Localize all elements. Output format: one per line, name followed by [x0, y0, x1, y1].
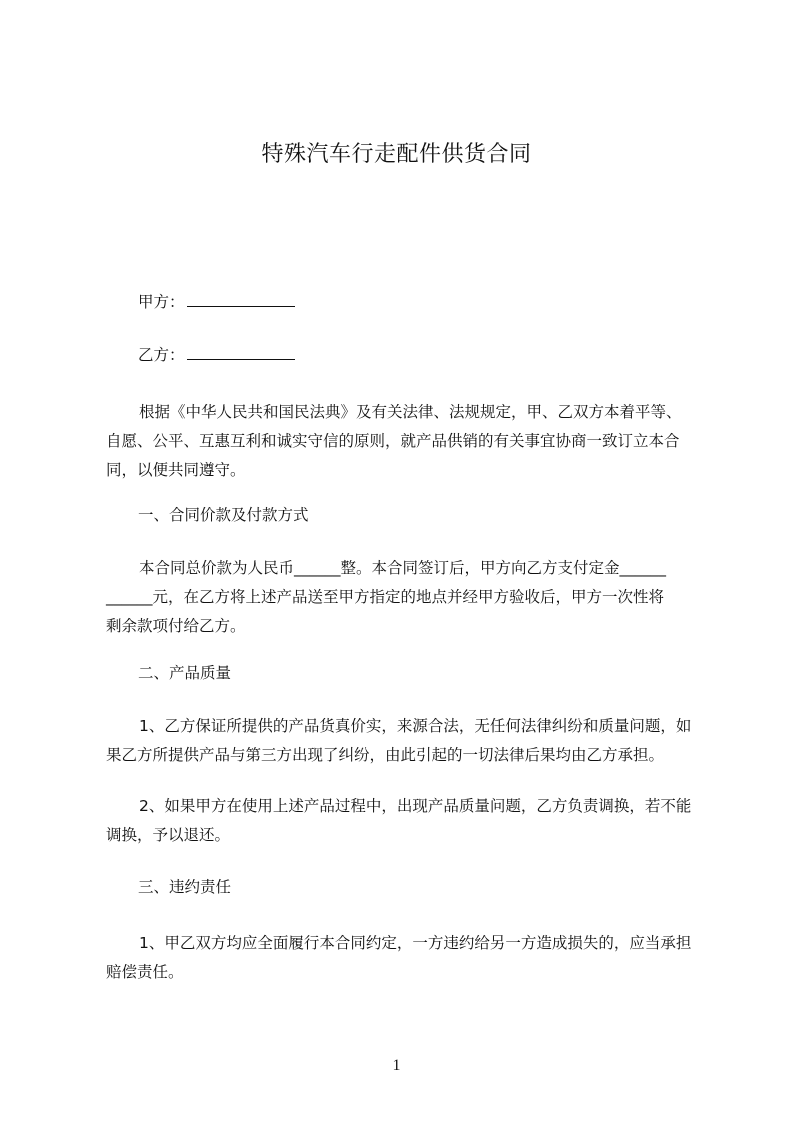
intro-line: 根据《中华人民共和国民法典》及有关法律、法规规定，甲、乙双方本着平等、 [139, 403, 682, 421]
page-number: 1 [392, 1057, 401, 1074]
section2-item1-line: 果乙方所提供产品与第三方出现了纠纷，由此引起的一切法律后果均由乙方承担。 [106, 746, 665, 764]
section2-item2-line: 调换，予以退还。 [106, 826, 231, 844]
section-heading-1: 一、合同价款及付款方式 [138, 506, 309, 524]
document-title: 特殊汽车行走配件供货合同 [261, 142, 532, 167]
party-a-blank [187, 292, 295, 307]
party-b-line [138, 345, 295, 365]
section2-item1-line: 1、乙方保证所提供的产品货真价实，来源合法，无任何法律纠纷和质量问题，如 [139, 717, 692, 735]
party-a-line [138, 292, 295, 312]
section1-paragraph [106, 554, 712, 641]
party-b-label: 乙方： [138, 346, 185, 364]
section3-item1-line: 赔偿责任。 [106, 963, 184, 981]
section3-item1-line: 1、甲乙双方均应全面履行本合同约定，一方违约给另一方造成损失的，应当承担 [139, 934, 692, 952]
section-heading-3: 三、违约责任 [138, 878, 232, 896]
section1-line: 剩余款项付给乙方。 [106, 617, 246, 635]
intro-line: 自愿、公平、互惠互利和诚实守信的原则，就产品供销的有关事宜协商一致订立本合 [106, 432, 680, 450]
intro-paragraph [106, 398, 712, 485]
party-b-blank [187, 345, 295, 360]
section-heading-2: 二、产品质量 [138, 664, 232, 682]
intro-line: 同，以便共同遵守。 [106, 461, 246, 479]
section1-line: 本合同总价款为人民币______整。本合同签订后，甲方向乙方支付定金______ [139, 559, 667, 577]
party-a-label: 甲方： [138, 293, 185, 311]
section3-item1-paragraph [106, 929, 712, 987]
section1-line: ______元，在乙方将上述产品送至甲方指定的地点并经甲方验收后，甲方一次性将 [106, 588, 665, 606]
section2-item1-paragraph [106, 712, 712, 770]
section2-item2-line: 2、如果甲方在使用上述产品过程中，出现产品质量问题，乙方负责调换，若不能 [139, 797, 692, 815]
section2-item2-paragraph [106, 792, 712, 850]
